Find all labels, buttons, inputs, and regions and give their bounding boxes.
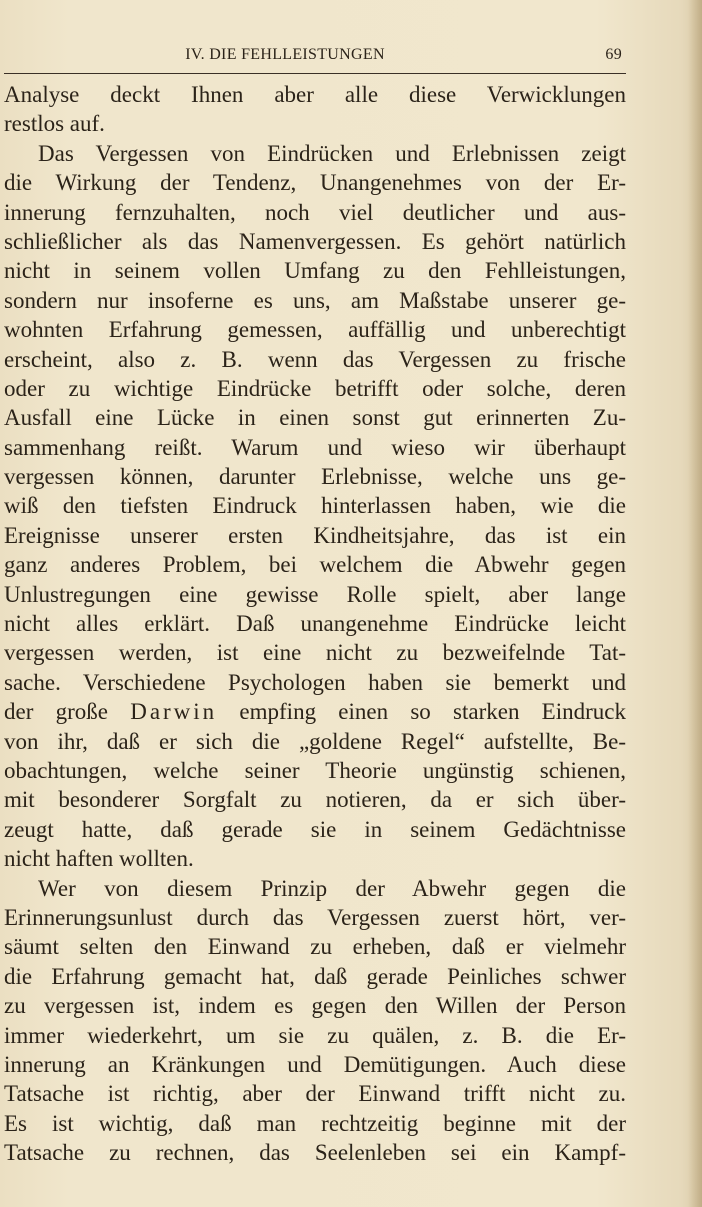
body-text: [4, 80, 626, 1167]
text-line: immer wiederkehrt, um sie zu quälen, z. B. die Er-: [4, 1022, 626, 1048]
text-line: innerung an Kränkungen und Demütigungen. Auch diese: [4, 1051, 626, 1077]
text-line: die Erfahrung gemacht hat, daß gerade Peinliches schwer: [4, 963, 626, 989]
text-line: Ausfall eine Lücke in einen sonst gut erinnerten Zu-: [4, 405, 626, 431]
text-line: säumt selten den Einwand zu erheben, daß er vielmehr: [4, 934, 626, 960]
text-line: Ereignisse unserer ersten Kindheitsjahre, das ist ein: [4, 522, 626, 548]
text-line: von ihr, daß er sich die „goldene Regel“ aufstellte, Be-: [4, 728, 626, 754]
page-header: [6, 46, 624, 70]
text-line: sache. Verschiedene Psychologen haben sie bemerkt und: [4, 669, 626, 695]
text-line: innerung fernzuhalten, noch viel deutlicher und aus-: [4, 199, 626, 225]
text-line: nicht in seinem vollen Umfang zu den Fehlleistungen,: [4, 258, 626, 284]
text-line: zu vergessen ist, indem es gegen den Willen der Person: [4, 993, 626, 1019]
text-line: mit besonderer Sorgfalt zu notieren, da er sich über-: [4, 787, 626, 813]
text-line: zeugt hatte, daß gerade sie in seinem Gedächtnisse: [4, 816, 626, 842]
darwin-name: Darwin: [130, 699, 218, 725]
running-title: IV. DIE FEHLLEISTUNGEN: [185, 46, 385, 63]
text-line: Analyse deckt Ihnen aber alle diese Verwicklungen: [4, 82, 626, 107]
text-line: vergessen können, darunter Erlebnisse, welche uns ge-: [4, 464, 626, 490]
text-line: Unlustregungen eine gewisse Rolle spielt, aber lange: [4, 581, 626, 607]
text-line: wiß den tiefsten Eindruck hinterlassen haben, wie die: [4, 493, 626, 519]
text-line: schließlicher als das Namenvergessen. Es gehört natürlich: [4, 228, 626, 254]
text-line: Wer von diesem Prinzip der Abwehr gegen die: [38, 875, 626, 901]
text-line-darwin: [4, 697, 626, 726]
text-line: Tatsache zu rechnen, das Seelenleben sei ein Kampf-: [4, 1140, 626, 1166]
text-fragment: der große: [4, 699, 108, 725]
text-line: Es ist wichtig, daß man rechtzeitig beginne mit der: [4, 1110, 626, 1136]
text-line: ganz anderes Problem, bei welchem die Abwehr gegen: [4, 552, 626, 578]
text-line: oder zu wichtige Eindrücke betrifft oder solche, deren: [4, 375, 626, 401]
text-line: wohnten Erfahrung gemessen, auffällig und unberechtigt: [4, 317, 626, 343]
text-line: restlos auf.: [4, 111, 105, 137]
text-line: nicht alles erklärt. Daß unangenehme Eindrücke leicht: [4, 611, 626, 637]
text-line: Tatsache ist richtig, aber der Einwand trifft nicht zu.: [4, 1081, 626, 1107]
text-line: die Wirkung der Tendenz, Unangenehmes von der Er-: [4, 170, 626, 196]
text-line: Das Vergessen von Eindrücken und Erlebnissen zeigt: [38, 140, 626, 166]
text-line: erscheint, also z. B. wenn das Vergessen zu frische: [4, 346, 626, 372]
header-rule: [4, 73, 626, 74]
text-line: nicht haften wollten.: [4, 846, 194, 872]
text-line: vergessen werden, ist eine nicht zu bezweifelnde Tat-: [4, 640, 626, 666]
page-number: 69: [605, 46, 622, 63]
text-line: sondern nur insoferne es uns, am Maßstabe unserer ge-: [4, 287, 626, 313]
text-line: obachtungen, welche seiner Theorie ungünstig schienen,: [4, 757, 626, 783]
text-fragment: empfing einen so starken Eindruck: [239, 699, 626, 725]
text-line: Erinnerungsunlust durch das Vergessen zuerst hört, ver-: [4, 904, 626, 930]
text-line: sammenhang reißt. Warum und wieso wir überhaupt: [4, 434, 626, 460]
